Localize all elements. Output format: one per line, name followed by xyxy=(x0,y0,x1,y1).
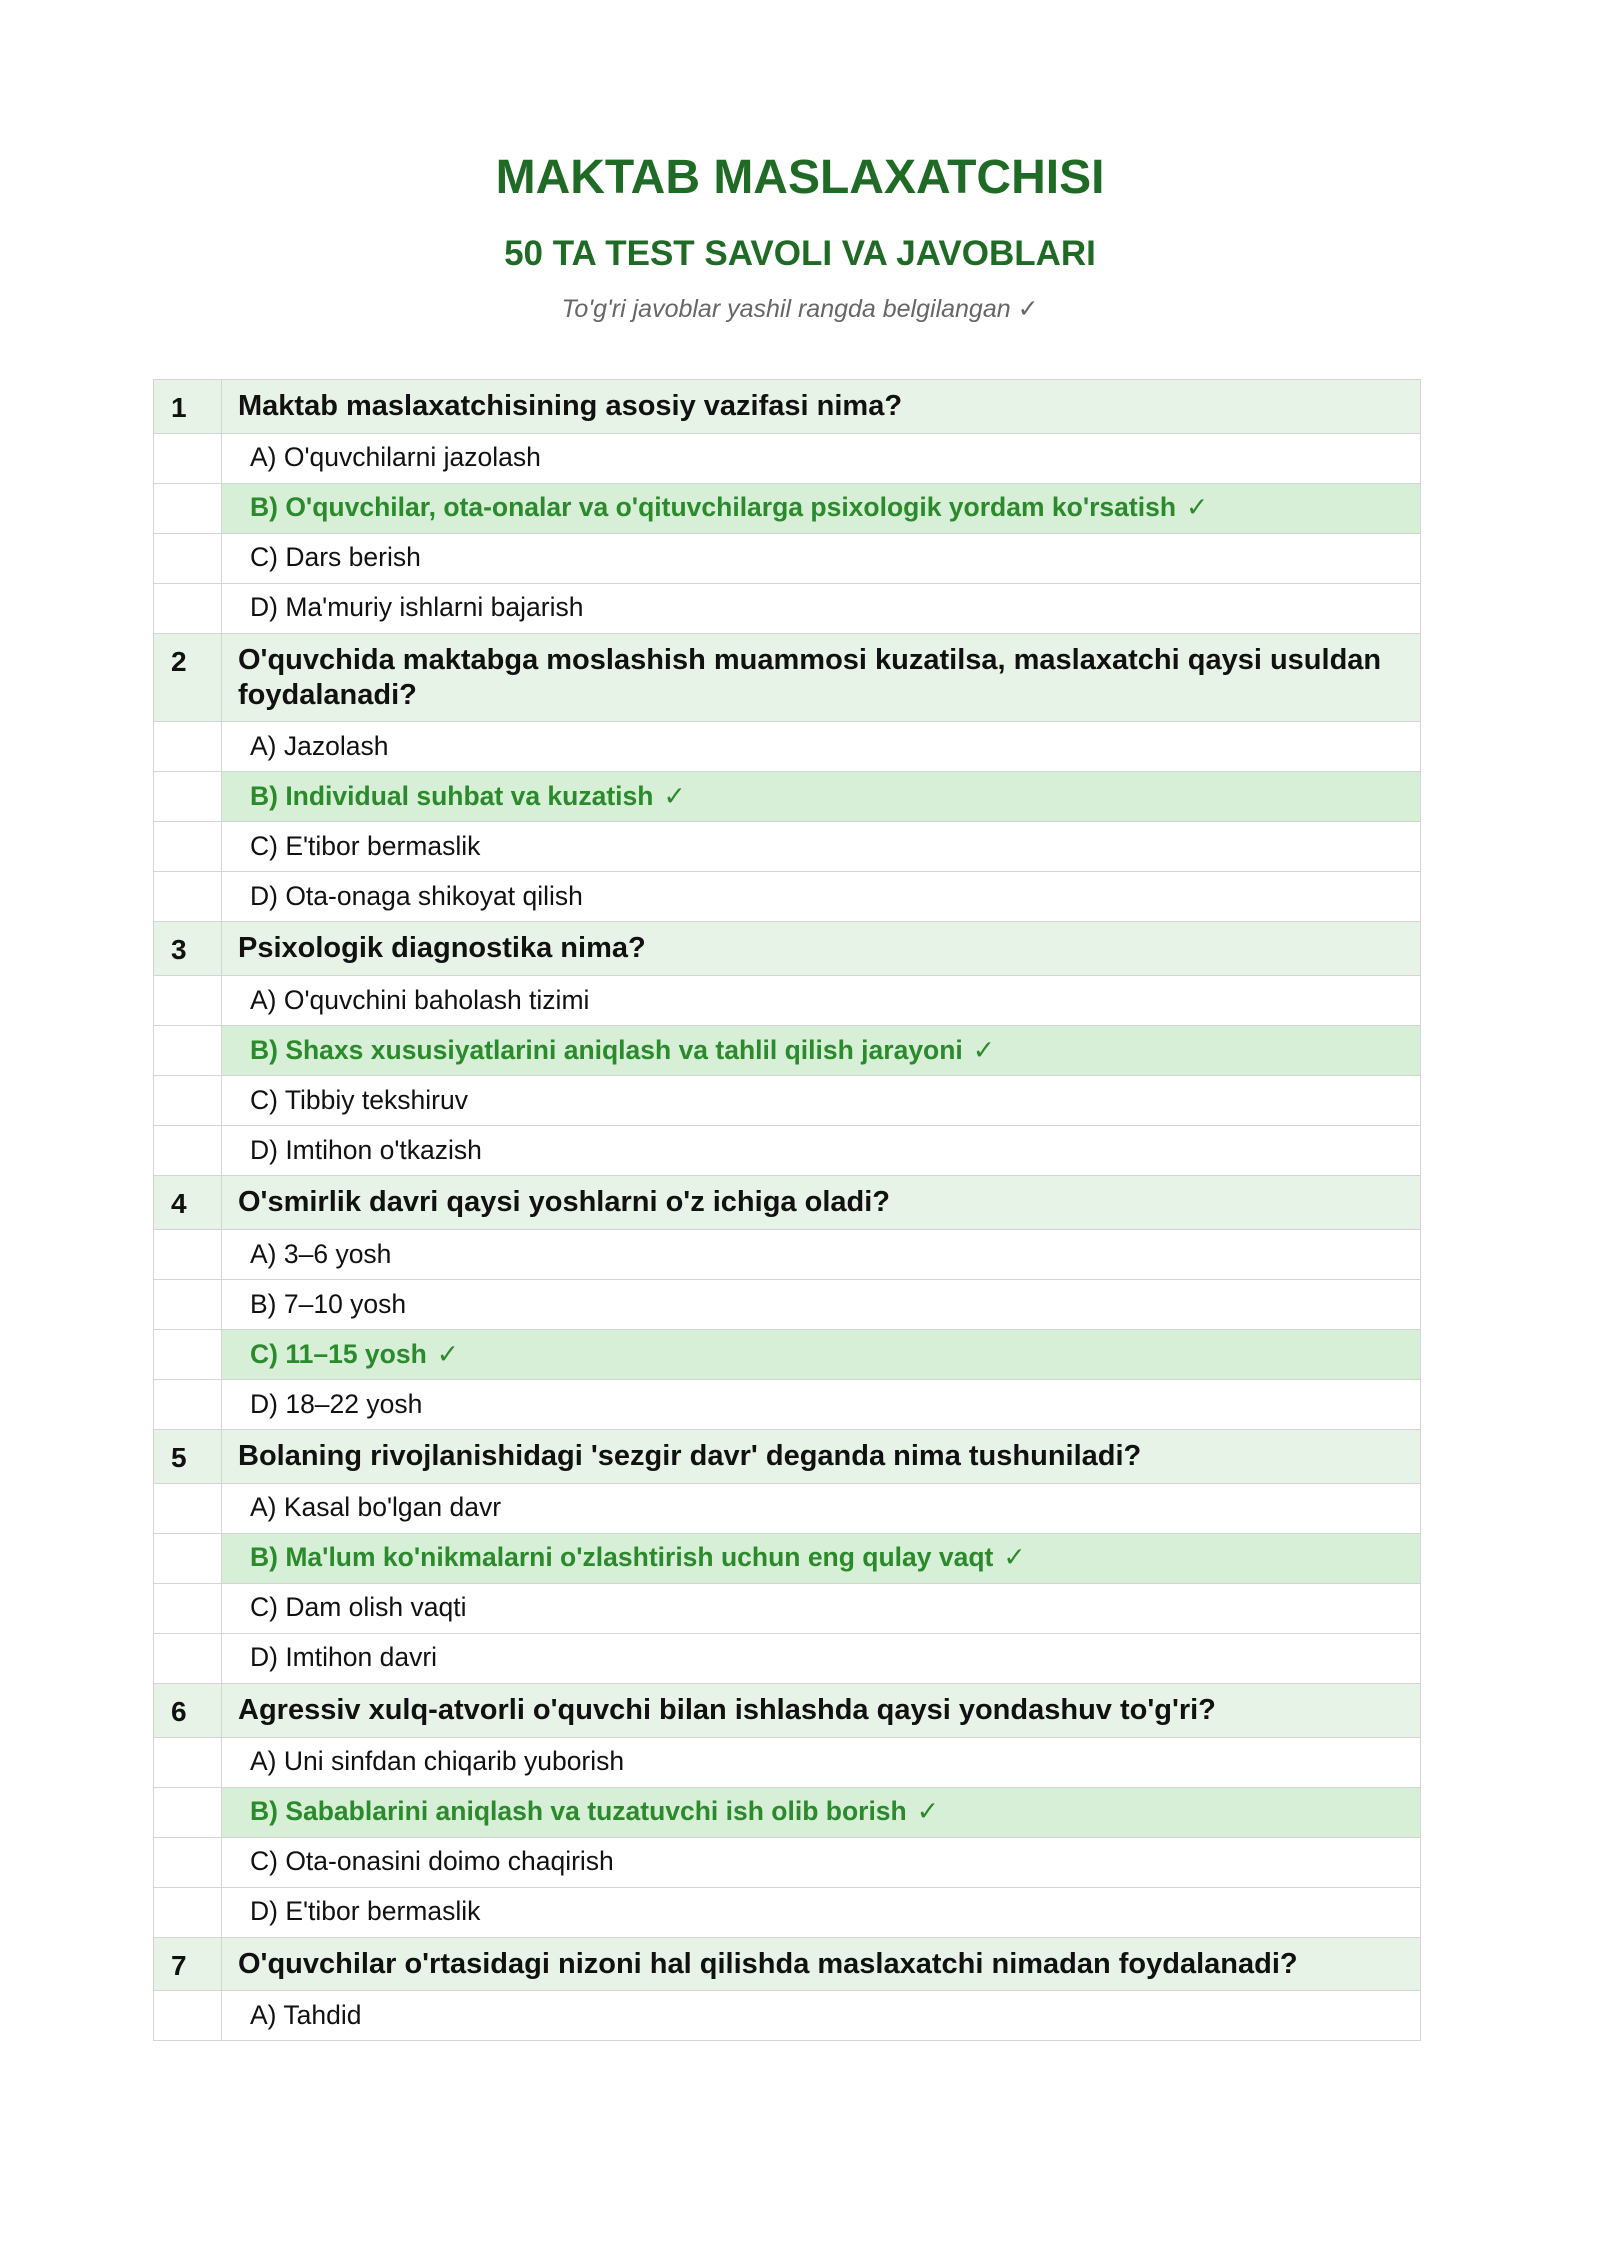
check-mark-icon: ✓ xyxy=(663,780,686,811)
option-text: B) Sabablarini aniqlash va tuzatuvchi ish olib borish xyxy=(250,1796,907,1827)
question-number: 6 xyxy=(154,1683,222,1737)
answer-option-correct xyxy=(154,483,1421,533)
option-spacer-cell xyxy=(154,1787,222,1837)
answer-option xyxy=(154,1991,1421,2041)
option-cell xyxy=(222,1737,1421,1787)
option-cell xyxy=(222,1837,1421,1887)
answer-option xyxy=(154,1583,1421,1633)
question-number: 2 xyxy=(154,633,222,722)
option-spacer-cell xyxy=(154,1483,222,1533)
option-cell xyxy=(222,1229,1421,1279)
question-row xyxy=(154,1937,1421,1991)
option-cell xyxy=(222,1379,1421,1429)
answer-option xyxy=(154,1737,1421,1787)
question-row xyxy=(154,922,1421,976)
option-text: A) 3–6 yosh xyxy=(250,1238,392,1269)
option-cell xyxy=(222,1126,1421,1176)
question-text: Bolaning rivojlanishidagi 'sezgir davr' deganda nima tushuniladi? xyxy=(222,1429,1421,1483)
answer-option xyxy=(154,976,1421,1026)
check-mark-icon: ✓ xyxy=(916,1796,939,1827)
option-cell xyxy=(222,1583,1421,1633)
option-spacer-cell xyxy=(154,1737,222,1787)
check-mark-icon: ✓ xyxy=(972,1034,996,1065)
option-text: C) Dam olish vaqti xyxy=(250,1592,467,1623)
option-text: B) Ma'lum ko'nikmalarni o'zlashtirish uchun eng qulay vaqt xyxy=(250,1542,994,1573)
option-cell xyxy=(222,722,1421,772)
answer-option-correct xyxy=(154,1329,1421,1379)
option-text: A) O'quvchilarni jazolash xyxy=(250,442,541,473)
option-spacer-cell xyxy=(154,483,222,533)
option-cell xyxy=(222,976,1421,1026)
answer-option xyxy=(154,1279,1421,1329)
option-text: A) Uni sinfdan chiqarib yuborish xyxy=(250,1746,625,1777)
question-text: O'quvchida maktabga moslashish muammosi kuzatilsa, maslaxatchi qaysi usuldan foydalanadi? xyxy=(222,633,1421,722)
option-cell xyxy=(222,1026,1421,1076)
answer-option-correct xyxy=(154,772,1421,822)
answer-option-correct xyxy=(154,1533,1421,1583)
document-subtitle: 50 TA TEST SAVOLI VA JAVOBLARI xyxy=(504,234,1096,273)
answer-option-correct xyxy=(154,1026,1421,1076)
option-cell xyxy=(222,1329,1421,1379)
question-text: Agressiv xulq-atvorli o'quvchi bilan ishlashda qaysi yondashuv to'g'ri? xyxy=(222,1683,1421,1737)
answer-option xyxy=(154,722,1421,772)
option-text: D) Imtihon o'tkazish xyxy=(250,1134,482,1165)
quiz-table-body xyxy=(154,380,1421,2041)
option-text: C) Ota-onasini doimo chaqirish xyxy=(250,1846,614,1877)
option-text: C) 11–15 yosh xyxy=(250,1338,427,1369)
option-spacer-cell xyxy=(154,1887,222,1937)
option-cell xyxy=(222,583,1421,633)
answer-option xyxy=(154,1379,1421,1429)
option-text: B) Individual suhbat va kuzatish xyxy=(250,780,654,811)
option-spacer-cell xyxy=(154,722,222,772)
option-spacer-cell xyxy=(154,1633,222,1683)
option-spacer-cell xyxy=(154,1279,222,1329)
question-number: 1 xyxy=(154,380,222,434)
option-spacer-cell xyxy=(154,1991,222,2041)
check-mark-icon: ✓ xyxy=(436,1338,459,1369)
option-cell xyxy=(222,1483,1421,1533)
option-spacer-cell xyxy=(154,1583,222,1633)
answer-key-note: To'g'ri javoblar yashil rangda belgilangan ✓ xyxy=(561,295,1039,323)
question-row xyxy=(154,1429,1421,1483)
option-text: A) Kasal bo'lgan davr xyxy=(250,1492,502,1523)
question-number: 4 xyxy=(154,1176,222,1230)
answer-option xyxy=(154,1633,1421,1683)
option-spacer-cell xyxy=(154,1229,222,1279)
question-row xyxy=(154,1683,1421,1737)
option-spacer-cell xyxy=(154,433,222,483)
answer-option xyxy=(154,1887,1421,1937)
answer-option-correct xyxy=(154,1787,1421,1837)
option-text: C) E'tibor bermaslik xyxy=(250,830,481,861)
option-text: C) Tibbiy tekshiruv xyxy=(250,1084,468,1115)
option-cell xyxy=(222,1887,1421,1937)
answer-option xyxy=(154,533,1421,583)
option-spacer-cell xyxy=(154,1837,222,1887)
quiz-table xyxy=(153,379,1421,2041)
option-spacer-cell xyxy=(154,1533,222,1583)
option-text: B) 7–10 yosh xyxy=(250,1288,407,1319)
option-cell xyxy=(222,1076,1421,1126)
option-cell xyxy=(222,1633,1421,1683)
option-cell xyxy=(222,433,1421,483)
answer-option xyxy=(154,433,1421,483)
question-number: 3 xyxy=(154,922,222,976)
option-text: D) Imtihon davri xyxy=(250,1642,438,1673)
question-text: O'smirlik davri qaysi yoshlarni o'z ichiga oladi? xyxy=(222,1176,1421,1230)
option-text: D) Ma'muriy ishlarni bajarish xyxy=(250,592,584,623)
option-cell xyxy=(222,872,1421,922)
option-spacer-cell xyxy=(154,1076,222,1126)
question-row xyxy=(154,633,1421,722)
check-mark-icon: ✓ xyxy=(1003,1542,1026,1573)
option-text: A) O'quvchini baholash tizimi xyxy=(250,984,590,1015)
question-number: 7 xyxy=(154,1937,222,1991)
answer-option xyxy=(154,583,1421,633)
answer-option xyxy=(154,1229,1421,1279)
question-row xyxy=(154,380,1421,434)
question-number: 5 xyxy=(154,1429,222,1483)
option-text: D) 18–22 yosh xyxy=(250,1388,423,1419)
option-cell xyxy=(222,1787,1421,1837)
option-spacer-cell xyxy=(154,976,222,1026)
option-cell xyxy=(222,533,1421,583)
answer-option xyxy=(154,872,1421,922)
option-spacer-cell xyxy=(154,872,222,922)
option-spacer-cell xyxy=(154,583,222,633)
option-cell xyxy=(222,1279,1421,1329)
answer-option xyxy=(154,1483,1421,1533)
option-cell xyxy=(222,1533,1421,1583)
option-text: D) Ota-onaga shikoyat qilish xyxy=(250,880,583,911)
question-text: Maktab maslaxatchisining asosiy vazifasi nima? xyxy=(222,380,1421,434)
option-spacer-cell xyxy=(154,1026,222,1076)
option-text: B) Shaxs xususiyatlarini aniqlash va tahlil qilish jarayoni xyxy=(250,1034,963,1065)
option-spacer-cell xyxy=(154,1126,222,1176)
check-mark-icon: ✓ xyxy=(1186,492,1209,523)
question-text: O'quvchilar o'rtasidagi nizoni hal qilishda maslaxatchi nimadan foydalanadi? xyxy=(222,1937,1421,1991)
option-cell xyxy=(222,772,1421,822)
option-spacer-cell xyxy=(154,533,222,583)
option-cell xyxy=(222,483,1421,533)
option-text: C) Dars berish xyxy=(250,542,421,573)
answer-option xyxy=(154,822,1421,872)
option-text: A) Jazolash xyxy=(250,730,389,761)
document-title: MAKTAB MASLAXATCHISI xyxy=(495,151,1105,204)
option-cell xyxy=(222,822,1421,872)
answer-option xyxy=(154,1126,1421,1176)
option-text: D) E'tibor bermaslik xyxy=(250,1896,481,1927)
option-spacer-cell xyxy=(154,1379,222,1429)
option-spacer-cell xyxy=(154,772,222,822)
question-text: Psixologik diagnostika nima? xyxy=(222,922,1421,976)
option-cell xyxy=(222,1991,1421,2041)
option-spacer-cell xyxy=(154,822,222,872)
option-text: A) Tahdid xyxy=(250,1999,362,2030)
option-spacer-cell xyxy=(154,1329,222,1379)
answer-option xyxy=(154,1837,1421,1887)
option-text: B) O'quvchilar, ota-onalar va o'qituvchilarga psixologik yordam ko'rsatish xyxy=(250,492,1177,523)
answer-option xyxy=(154,1076,1421,1126)
question-row xyxy=(154,1176,1421,1230)
